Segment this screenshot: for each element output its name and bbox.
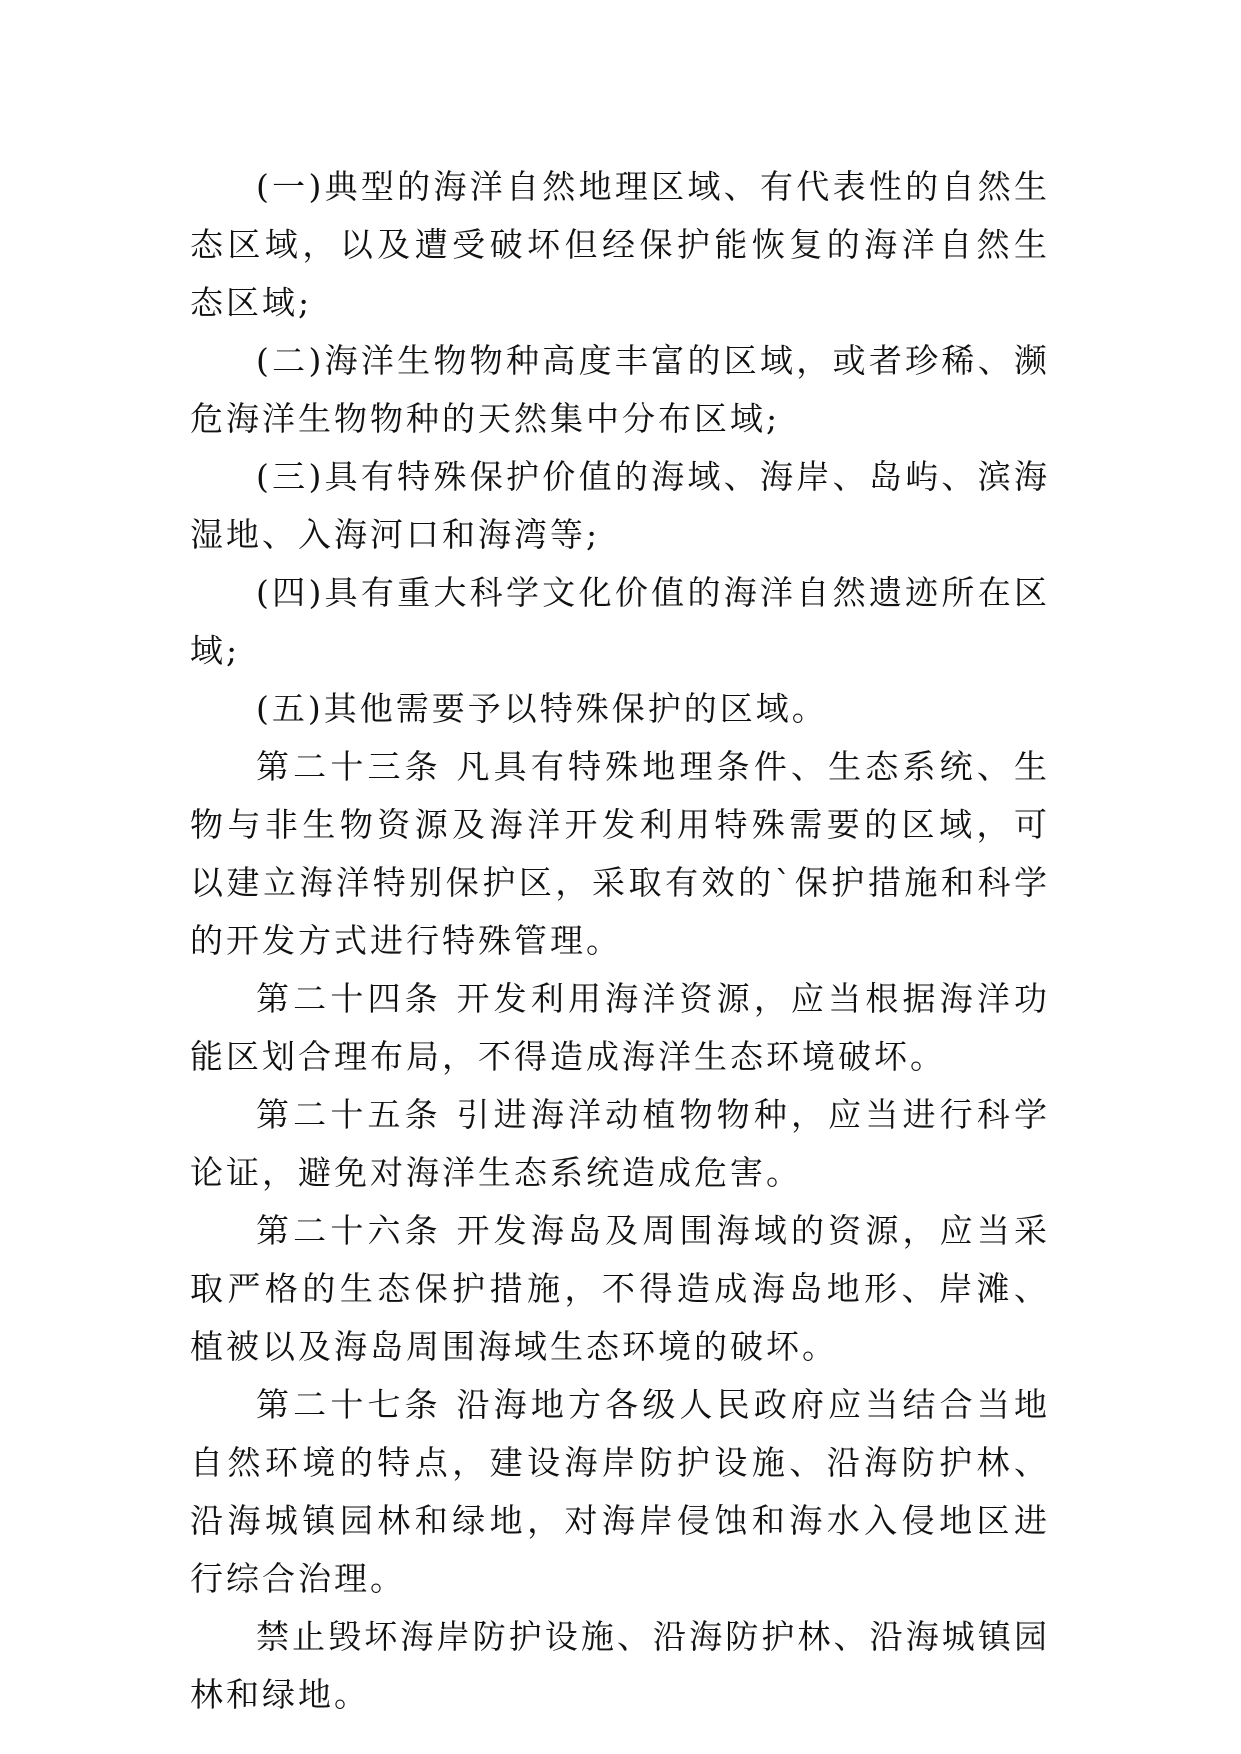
paragraph-item-5: (五)其他需要予以特殊保护的区域。 xyxy=(256,689,828,728)
article-26: 第二十六条 开发海岛及周围海域的资源，应当采取严格的生态保护措施，不得造成海岛地形、岸滩、植被以及海岛周围海域生态环境的破坏。 xyxy=(190,1211,1050,1366)
article-24: 第二十四条 开发利用海洋资源，应当根据海洋功能区划合理布局，不得造成海洋生态环境破坏。 xyxy=(190,979,1050,1076)
paragraph-item-4: (四)具有重大科学文化价值的海洋自然遗迹所在区域; xyxy=(190,573,1050,670)
paragraph-item-1: (一)典型的海洋自然地理区域、有代表性的自然生态区域，以及遭受破坏但经保护能恢复的海洋自然生态区域; xyxy=(190,167,1050,322)
document-body xyxy=(190,158,1050,1724)
article-27: 第二十七条 沿海地方各级人民政府应当结合当地自然环境的特点，建设海岸防护设施、沿海防护林、沿海城镇园林和绿地，对海岸侵蚀和海水入侵地区进行综合治理。 xyxy=(190,1385,1050,1598)
article-25: 第二十五条 引进海洋动植物物种，应当进行科学论证，避免对海洋生态系统造成危害。 xyxy=(190,1095,1050,1192)
article-27-prohibition: 禁止毁坏海岸防护设施、沿海防护林、沿海城镇园林和绿地。 xyxy=(190,1617,1050,1714)
article-23: 第二十三条 凡具有特殊地理条件、生态系统、生物与非生物资源及海洋开发利用特殊需要的区域，可以建立海洋特别保护区，采取有效的`保护措施和科学的开发方式进行特殊管理。 xyxy=(190,747,1050,960)
paragraph-item-3: (三)具有特殊保护价值的海域、海岸、岛屿、滨海湿地、入海河口和海湾等; xyxy=(190,457,1050,554)
paragraph-item-2: (二)海洋生物物种高度丰富的区域，或者珍稀、濒危海洋生物物种的天然集中分布区域; xyxy=(190,341,1050,438)
